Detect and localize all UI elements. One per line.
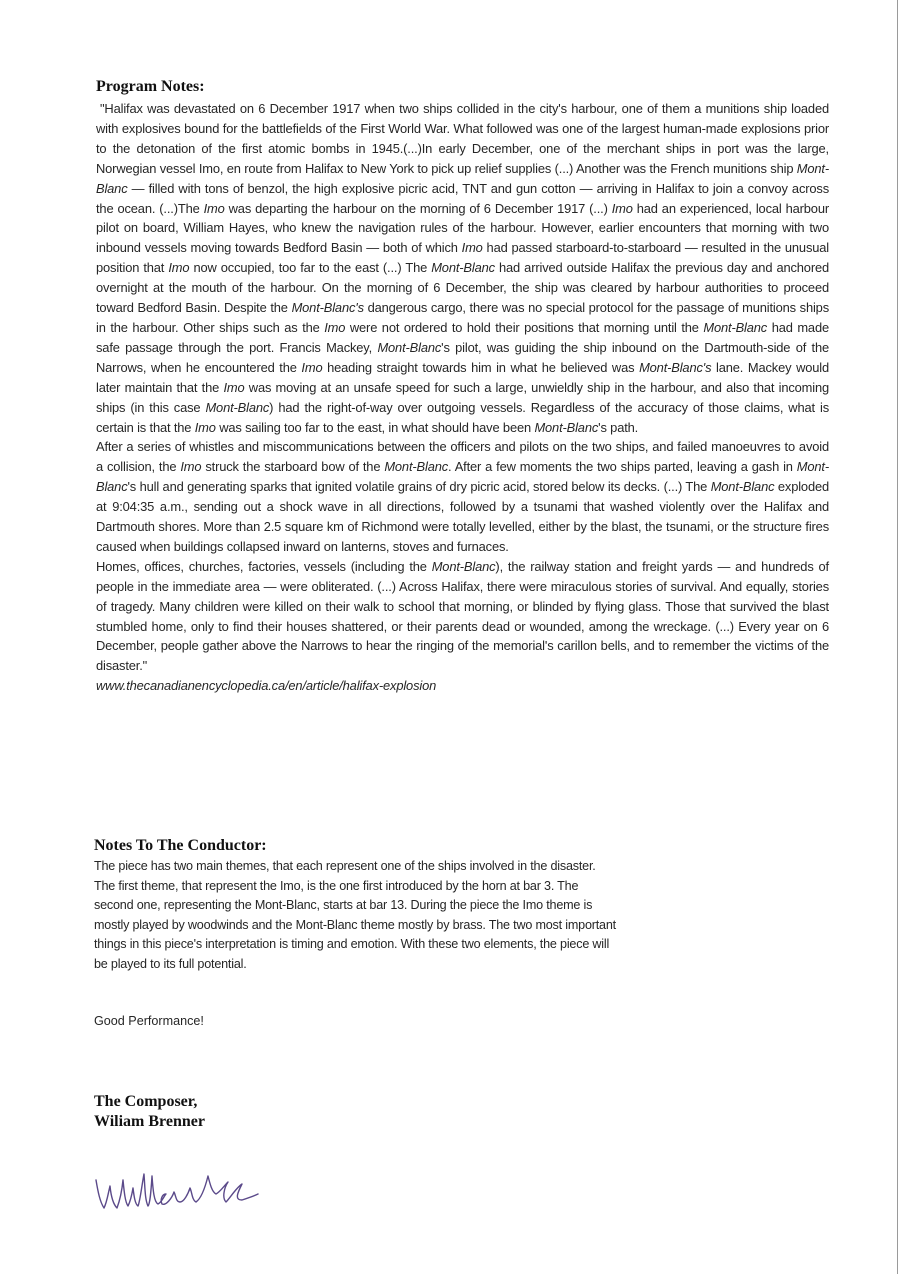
program-notes-body [96, 99, 829, 696]
program-notes-paragraph: After a series of whistles and miscommunications between the officers and pilots on the two ships, and failed manoeuvres to avoid a collision, the Imo struck the starboard bow of the Mont-Blanc. After a few moments the two ships parted, leaving a gash in Mont-Blanc's hull and generating sparks that ignited volatile grains of dry picric acid, stored below its decks. (...) The Mont-Blanc exploded at 9:04:35 a.m., sending out a shock wave in all directions, followed by a tsunami that washed violently over the Halifax and Dartmouth shores. More than 2.5 square km of Richmond were totally levelled, either by the blast, the tsunami, or the structure fires caused when buildings collapsed inward on lanterns, stoves and furnaces. [96, 439, 830, 554]
conductor-notes-body: The piece has two main themes, that each represent one of the ships involved in the disaster. The first theme, that represent the Imo, is the one first introduced by the horn at bar 3. The second one, representing the Mont-Blanc, starts at bar 13. During the piece the Imo theme is mostly played by woodwinds and the Mont-Blanc theme mostly by brass. The two most important things in this piece's interpretation is timing and emotion. With these two elements, the piece will be played to its full potential. [94, 859, 616, 971]
signoff-title: The Composer, [94, 1093, 198, 1110]
page-edge-divider [897, 0, 898, 1274]
composer-signoff [94, 1092, 205, 1132]
conductor-notes-heading: Notes To The Conductor: [94, 837, 267, 854]
closing-line: Good Performance! [94, 1014, 204, 1028]
handwritten-signature [92, 1162, 262, 1222]
source-citation: www.thecanadianencyclopedia.ca/en/article/halifax-explosion [96, 678, 437, 694]
composer-name: Wiliam Brenner [94, 1113, 205, 1130]
program-notes-heading: Program Notes: [96, 78, 205, 95]
program-notes-paragraph: Homes, offices, churches, factories, vessels (including the Mont-Blanc), the railway station and freight yards — and hundreds of people in the immediate area — were obliterated. (...) Across Halifax, there were miraculous stories of survival. And equally, stories of tragedy. Many children were killed on their walk to school that morning, or blinded by flying glass. Those that survived the blast stumbled home, only to find their houses shattered, or their parents dead or wounded, among the wreckage. (...) Every year on 6 December, people gather above the Narrows to hear the ringing of the memorial's carillon bells, and to remember the victims of the disaster." [96, 558, 829, 674]
program-notes-paragraph: "Halifax was devastated on 6 December 1917 when two ships collided in the city's harbour, one of them a munitions ship loaded with explosives bound for the battlefields of the First World War. What followed was one of the largest human-made explosions prior to the detonation of the first atomic bombs in 1945.(...)In early December, one of the merchant ships in port was the large, Norwegian vessel Imo, en route from Halifax to New York to pick up relief supplies (...) Another was the French munitions ship Mont-Blanc — filled with tons of benzol, the high explosive picric acid, TNT and gun cotton — arriving in Halifax to join a convoy across the ocean. (...)The Imo was departing the harbour on the morning of 6 December 1917 (...) Imo had an experienced, local harbour pilot on board, William Hayes, who knew the navigation rules of the harbour. However, earlier encounters that morning with two inbound vessels moving towards Bedford Basin — both of which Imo had passed starboard-to-starboard — resulted in the unusual position that Imo now occupied, too far to the east (...) The Mont-Blanc had arrived outside Halifax the previous day and anchored overnight at the mouth of the harbour. On the morning of 6 December, the ship was cleared by harbour authorities to proceed toward Bedford Basin. Despite the Mont-Blanc's dangerous cargo, there was no special protocol for the passage of munitions ships in the harbour. Other ships such as the Imo were not ordered to hold their positions that morning until the Mont-Blanc had made safe passage through the port. Francis Mackey, Mont-Blanc's pilot, was guiding the ship inbound on the Dartmouth-side of the Narrows, when he encountered the Imo heading straight towards him in what he believed was Mont-Blanc's lane. Mackey would later maintain that the Imo was moving at an unsafe speed for such a large, unwieldly ship in the harbour, and also that incoming ships (in this case Mont-Blanc) had the right-of-way over outgoing vessels. Regardless of the accuracy of those claims, what is certain is that the Imo was sailing too far to the east, in what should have been Mont-Blanc's path. [96, 101, 830, 435]
